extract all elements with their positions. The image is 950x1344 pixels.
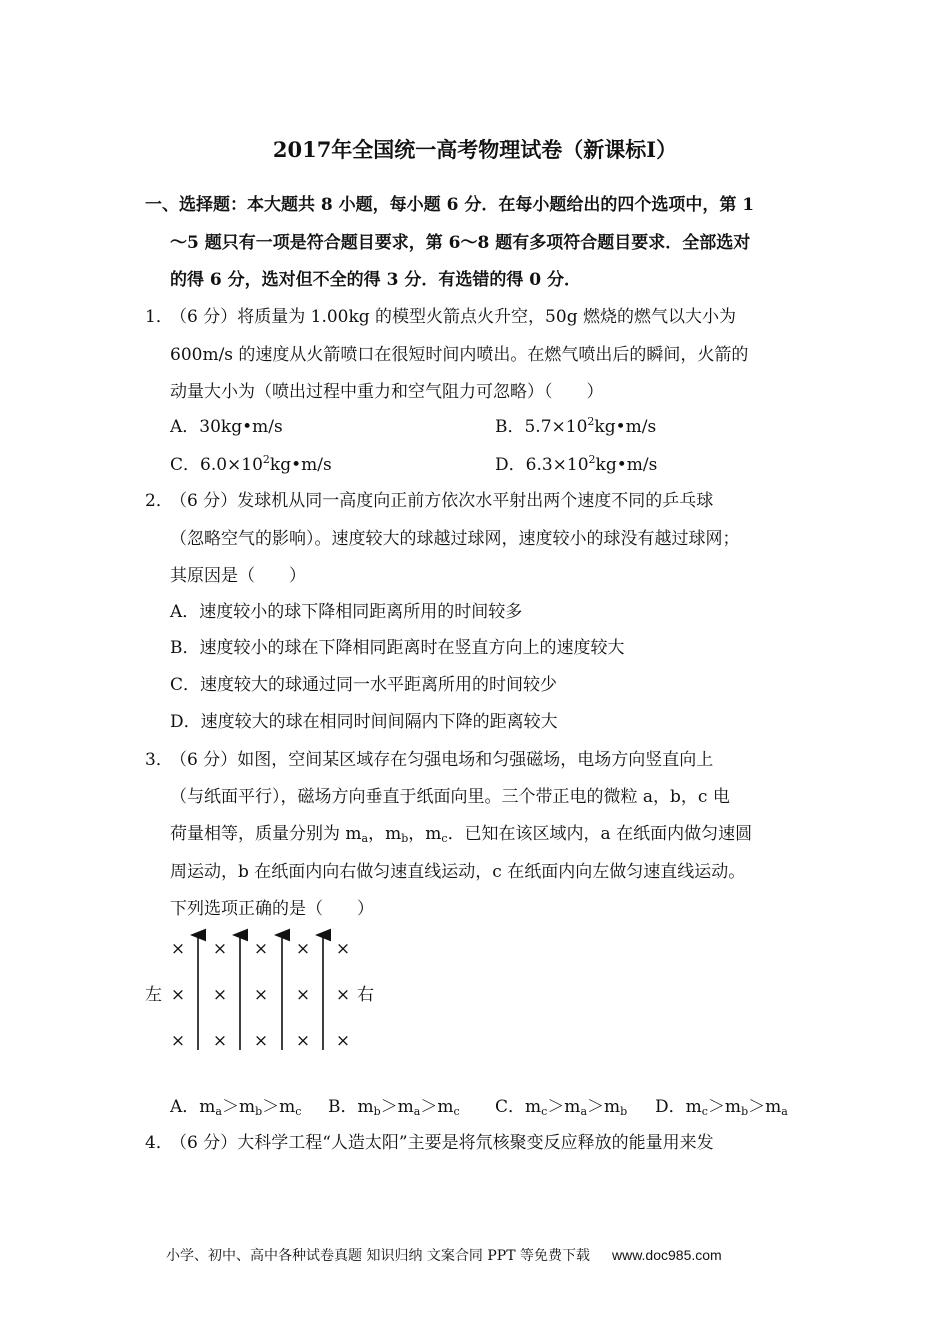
q1-option-c: C．$6.0\times 10^2kg•m/s$ xyxy=(170,453,332,475)
magnetic-field-cross: × xyxy=(170,1031,186,1051)
q2-line-3: 其原因是（ ） xyxy=(170,566,306,586)
magnetic-field-cross: × xyxy=(253,1031,269,1051)
q2-option-a: A．速度较小的球下降相同距离所用的时间较多 xyxy=(170,602,523,622)
magnetic-field-cross: × xyxy=(295,985,311,1005)
q3-line-5: 下列选项正确的是（ ） xyxy=(170,899,374,919)
q2-number: 2． xyxy=(145,491,173,511)
footer-url: www.doc985.com xyxy=(611,1247,722,1263)
q1-option-d: D．$6.3\times 10^2kg•m/s$ xyxy=(495,453,658,475)
magnetic-field-cross: × xyxy=(212,1031,228,1051)
magnetic-field-cross: × xyxy=(170,939,186,959)
magnetic-field-cross: × xyxy=(212,939,228,959)
magnetic-field-cross: × xyxy=(212,985,228,1005)
q2-option-b: B．速度较小的球在下降相同距离时在竖直方向上的速度较大 xyxy=(170,638,625,658)
q1-number: 1． xyxy=(145,307,173,327)
q3-line-2: （与纸面平行），磁场方向垂直于纸面向里。三个带正电的微粒 a，b，c 电 xyxy=(170,787,730,807)
footer-text: 小学、初中、高中各种试卷真题 知识归纳 文案合同 PPT 等免费下载 xyxy=(166,1248,590,1264)
section-header-line-1: 一、选择题：本大题共 8 小题，每小题 6 分．在每小题给出的四个选项中，第 1 xyxy=(145,195,755,215)
q3-line-4: 周运动，b 在纸面内向右做匀速直线运动，c 在纸面内向左做匀速直线运动。 xyxy=(170,862,746,882)
q1-option-a: A．30kg•m/s xyxy=(170,417,283,437)
magnetic-field-cross: × xyxy=(295,939,311,959)
footer xyxy=(166,1245,722,1265)
q3-option-c: C．$m_c>m_a>m_b$ xyxy=(495,1097,628,1118)
q1-line-3: 动量大小为（喷出过程中重力和空气阻力可忽略）（ ） xyxy=(170,382,604,402)
q2-line-1: （6 分）发球机从同一高度向正前方依次水平射出两个速度不同的乒乓球 xyxy=(170,491,714,511)
section-header-line-3: 的得 6 分，选对但不全的得 3 分．有选错的得 0 分． xyxy=(170,270,581,290)
magnetic-field-cross: × xyxy=(170,985,186,1005)
q3-line-3: 荷量相等，质量分别为 $m_a$，$m_b$，$m_c$．已知在该区域内，a 在纸面内做匀速圆 xyxy=(170,824,753,845)
magnetic-field-cross: × xyxy=(335,939,351,959)
magnetic-field-cross: × xyxy=(253,939,269,959)
figure-label-left: 左 xyxy=(145,985,162,1005)
field-diagram xyxy=(140,925,390,1060)
q3-number: 3． xyxy=(145,750,173,770)
section-header-line-2: ～5 题只有一项是符合题目要求，第 6～8 题有多项符合题目要求．全部选对 xyxy=(170,233,751,253)
q3-option-d: D．$m_c>m_b>m_a$ xyxy=(655,1097,788,1118)
page-title: 2017年全国统一高考物理试卷（新课标Ⅰ） xyxy=(272,137,678,162)
q2-line-2: （忽略空气的影响）。速度较大的球越过球网，速度较小的球没有越过球网； xyxy=(170,529,740,549)
q4-number: 4． xyxy=(145,1133,173,1153)
magnetic-field-cross: × xyxy=(335,985,351,1005)
q2-option-d: D．速度较大的球在相同时间间隔内下降的距离较大 xyxy=(170,712,558,732)
q1-option-b: B．$5.7\times 10^2kg•m/s$ xyxy=(495,415,657,437)
figure-label-right: 右 xyxy=(357,985,374,1005)
magnetic-field-cross: × xyxy=(335,1031,351,1051)
magnetic-field-cross: × xyxy=(295,1031,311,1051)
q1-line-2: 600m/s 的速度从火箭喷口在很短时间内喷出。在燃气喷出后的瞬间，火箭的 xyxy=(170,345,749,365)
q3-option-a: A．$m_a>m_b>m_c$ xyxy=(170,1097,302,1118)
magnetic-field-cross: × xyxy=(253,985,269,1005)
q2-option-c: C．速度较大的球通过同一水平距离所用的时间较少 xyxy=(170,675,558,695)
q4-line-1: （6 分）大科学工程“人造太阳”主要是将氘核聚变反应释放的能量用来发 xyxy=(170,1133,714,1153)
q1-line-1: （6 分）将质量为 1.00kg 的模型火箭点火升空，50g 燃烧的燃气以大小为 xyxy=(170,307,736,327)
q3-option-b: B．$m_b>m_a>m_c$ xyxy=(328,1097,460,1118)
q3-line-1: （6 分）如图，空间某区域存在匀强电场和匀强磁场，电场方向竖直向上 xyxy=(170,750,714,770)
